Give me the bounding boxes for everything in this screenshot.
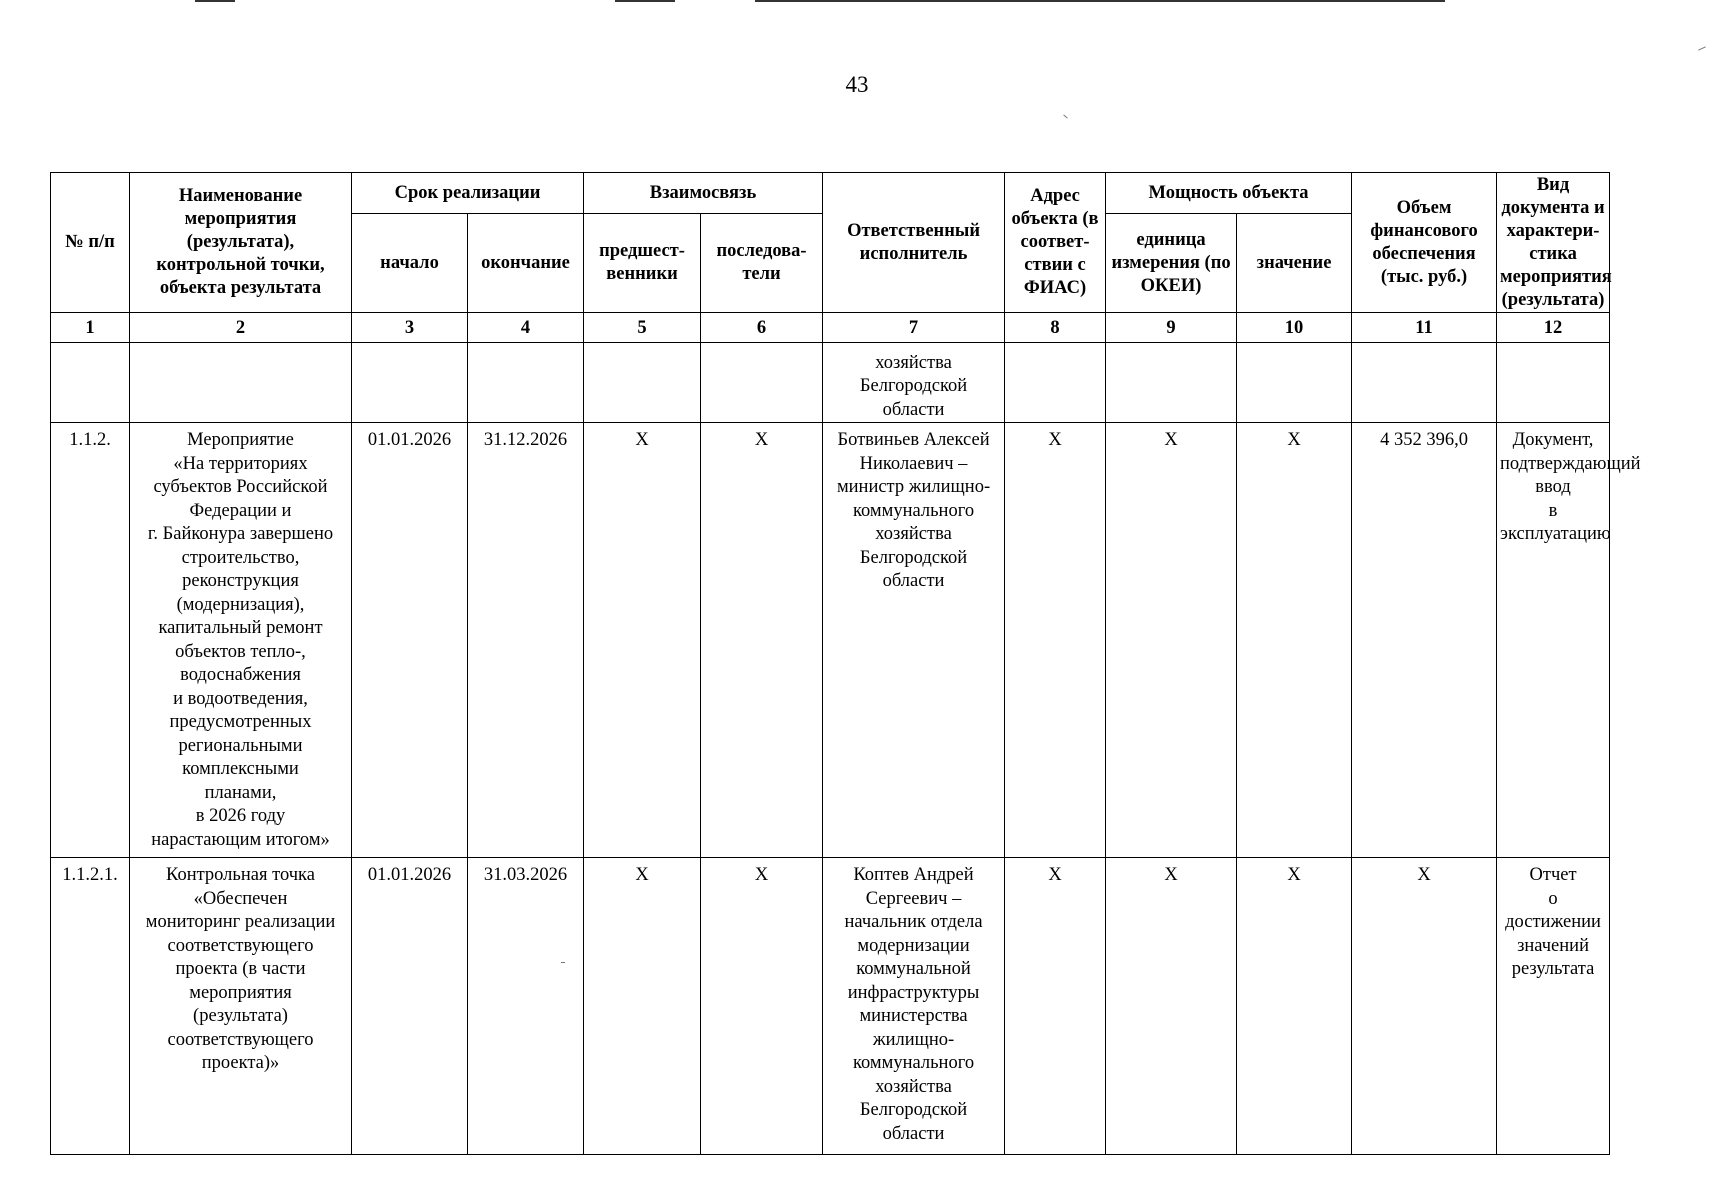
header-link-prev: предшест-венники (584, 214, 701, 313)
column-number: 2 (130, 313, 352, 343)
cell-value: X (1237, 858, 1352, 1155)
cell-unit: X (1106, 423, 1237, 858)
cell-next: X (701, 423, 823, 858)
column-number: 7 (823, 313, 1005, 343)
header-executor: Ответственный исполнитель (823, 173, 1005, 313)
scan-top-rule (755, 0, 1445, 2)
cell-next (701, 343, 823, 423)
cell-address (1005, 343, 1106, 423)
scan-top-rule (615, 0, 675, 2)
column-number: 8 (1005, 313, 1106, 343)
cell-value: X (1237, 423, 1352, 858)
column-number-row (51, 313, 1610, 343)
header-num: № п/п (51, 173, 130, 313)
header-capacity-unit: единица измерения (по ОКЕИ) (1106, 214, 1237, 313)
cell-start (352, 343, 468, 423)
cell-num (51, 343, 130, 423)
cell-finance (1352, 343, 1497, 423)
cell-value (1237, 343, 1352, 423)
cell-end: 31.12.2026 (468, 423, 584, 858)
cell-executor: Коптев Андрей Сергеевич – начальник отдела модернизации коммунальной инфраструктуры министерства жилищно- коммунального хозяйства Белгородской области (823, 858, 1005, 1155)
scan-speck (1063, 115, 1067, 119)
header-term-start: начало (352, 214, 468, 313)
cell-executor: хозяйства Белгородской области (823, 343, 1005, 423)
cell-unit: X (1106, 858, 1237, 1155)
column-number: 1 (51, 313, 130, 343)
column-number: 6 (701, 313, 823, 343)
cell-name (130, 343, 352, 423)
cell-start: 01.01.2026 (352, 858, 468, 1155)
cell-num: 1.1.2. (51, 423, 130, 858)
header-address: Адрес объекта (в соответ-ствии с ФИАС) (1005, 173, 1106, 313)
cell-end: 31.03.2026 (468, 858, 584, 1155)
cell-name: Мероприятие «На территориях субъектов Российской Федерации и г. Байконура завершено строительство, реконструкция (модернизация), капитальный ремонт объектов тепло-, водоснабжения и водоотведения, предусмотренных региональными комплексными планами, в 2026 году нарастающим итогом» (130, 423, 352, 858)
column-number: 9 (1106, 313, 1237, 343)
header-row-top (51, 173, 1610, 214)
column-number: 10 (1237, 313, 1352, 343)
cell-doc (1497, 343, 1610, 423)
cell-finance: 4 352 396,0 (1352, 423, 1497, 858)
header-link-group: Взаимосвязь (584, 173, 823, 214)
column-number: 3 (352, 313, 468, 343)
table-row-continuation (51, 343, 1610, 423)
cell-address: X (1005, 423, 1106, 858)
cell-unit (1106, 343, 1237, 423)
cell-end (468, 343, 584, 423)
column-number: 12 (1497, 313, 1610, 343)
cell-finance: X (1352, 858, 1497, 1155)
cell-prev (584, 343, 701, 423)
plan-table (50, 172, 1641, 1155)
cell-next: X (701, 858, 823, 1155)
header-finance: Объем финансового обеспечения (тыс. руб.) (1352, 173, 1497, 313)
header-doc-type: Вид документа и характери-стика мероприятия (результата) (1497, 173, 1610, 313)
scan-top-rule (195, 0, 235, 2)
header-term-end: окончание (468, 214, 584, 313)
table-row (51, 423, 1610, 858)
cell-prev: X (584, 858, 701, 1155)
cell-num: 1.1.2.1. (51, 858, 130, 1155)
page-number: 43 (845, 72, 869, 97)
header-link-next: последова-тели (701, 214, 823, 313)
scan-speck (1698, 46, 1706, 50)
column-number: 11 (1352, 313, 1497, 343)
cell-start: 01.01.2026 (352, 423, 468, 858)
header-capacity-group: Мощность объекта (1106, 173, 1352, 214)
cell-executor: Ботвиньев Алексей Николаевич – министр жилищно- коммунального хозяйства Белгородской области (823, 423, 1005, 858)
cell-doc: Документ, подтверждающий ввод в эксплуатацию (1497, 423, 1610, 858)
column-number: 5 (584, 313, 701, 343)
cell-prev: X (584, 423, 701, 858)
column-number: 4 (468, 313, 584, 343)
header-term-group: Срок реализации (352, 173, 584, 214)
header-name: Наименование мероприятия (результата), контрольной точки, объекта результата (130, 173, 352, 313)
cell-address: X (1005, 858, 1106, 1155)
cell-name: Контрольная точка «Обеспечен мониторинг реализации соответствующего проекта (в части мероприятия (результата) соответствующего проекта)» (130, 858, 352, 1155)
header-capacity-value: значение (1237, 214, 1352, 313)
table-row (51, 858, 1610, 1155)
cell-doc: Отчет о достижении значений результата (1497, 858, 1610, 1155)
